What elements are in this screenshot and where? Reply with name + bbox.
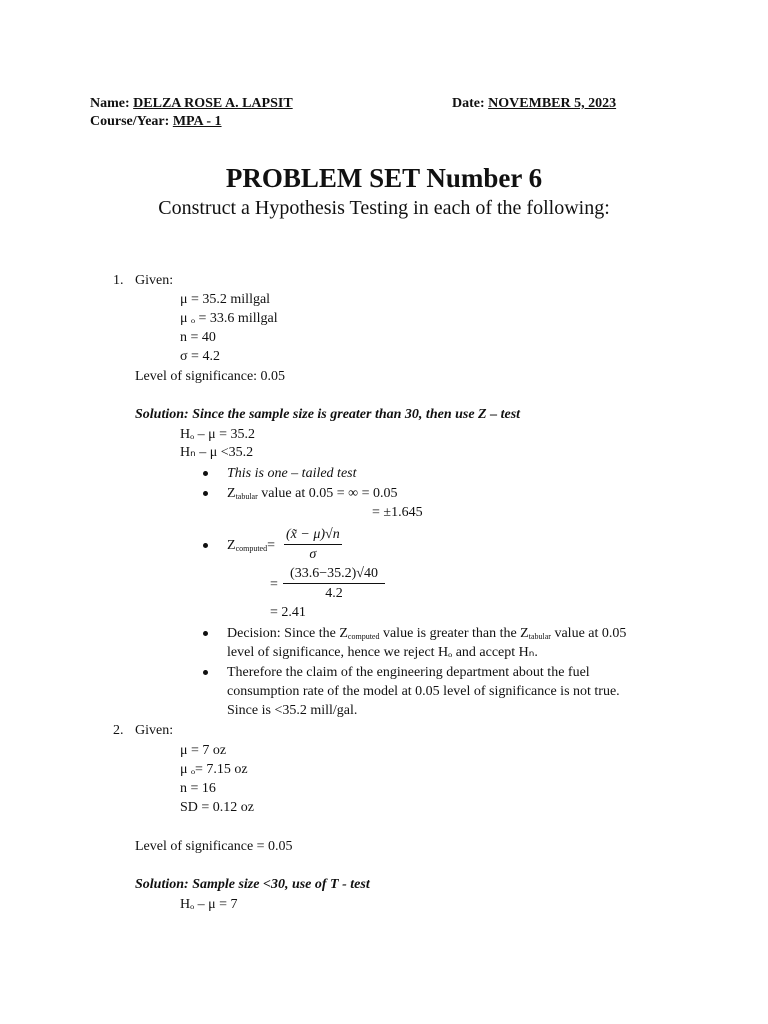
problem1-given-mu0: μ ₒ = 33.6 millgal <box>180 311 278 326</box>
name-label: Name: <box>90 96 130 111</box>
course-value: MPA - 1 <box>172 114 222 129</box>
course-label: Course/Year: <box>90 114 170 129</box>
bullet-icon <box>203 491 208 496</box>
problem2-given-mu: μ = 7 oz <box>180 743 227 758</box>
problem1-substitution-fraction <box>283 564 385 603</box>
problem2-number: 2. <box>113 723 124 738</box>
bullet-icon <box>203 471 208 476</box>
name-value: DELZA ROSE A. LAPSIT <box>133 96 293 111</box>
substitution-denominator: 4.2 <box>325 586 343 601</box>
problem2-solution: Solution: Sample size <30, use of T - test <box>135 877 370 892</box>
problem1-bullet-tailed: This is one – tailed test <box>227 466 357 481</box>
formula-numerator: (x̃ − μ)√n <box>284 525 342 545</box>
problem2-level: Level of significance = 0.05 <box>135 839 293 854</box>
problem1-number: 1. <box>113 273 124 288</box>
problem1-given-n: n = 40 <box>180 330 216 345</box>
problem1-decision-line2: level of significance, hence we reject Hₒ and accept Hₙ. <box>227 645 538 660</box>
page-subtitle: Construct a Hypothesis Testing in each of the following: <box>158 197 610 219</box>
problem1-given-mu: μ = 35.2 millgal <box>180 292 271 307</box>
bullet-icon <box>203 543 208 548</box>
problem1-given-sigma: σ = 4.2 <box>180 349 220 364</box>
problem1-therefore-2: consumption rate of the model at 0.05 level of significance is not true. <box>227 684 620 699</box>
formula-denominator: σ <box>309 547 317 562</box>
name-line <box>90 94 293 113</box>
problem1-z-computed-label: $Z_{computed}=$ <box>227 538 276 553</box>
date-value: NOVEMBER 5, 2023 <box>488 96 617 111</box>
substitution-numerator: (33.6−35.2)√40 <box>283 564 385 584</box>
problem1-hn: Hₙ – μ <35.2 <box>180 445 254 460</box>
problem1-formula-fraction <box>284 525 342 564</box>
problem1-result: = 2.41 <box>270 605 306 620</box>
problem1-level: Level of significance: 0.05 <box>135 369 286 384</box>
problem2-given-sd: SD = 0.12 oz <box>180 800 255 815</box>
bullet-icon <box>203 670 208 675</box>
bullet-icon <box>203 631 208 636</box>
problem1-decision: Decision: Since the $Z_{computed}$ value is greater than the $Z_{tabular}$ value at 0.05 <box>227 626 627 641</box>
problem1-z-tabular-result: = ±1.645 <box>372 505 423 520</box>
date-line <box>452 94 616 113</box>
problem1-therefore-1: Therefore the claim of the engineering department about the fuel <box>227 665 590 680</box>
page-title: PROBLEM SET Number 6 <box>225 163 543 193</box>
problem1-therefore-3: Since is <35.2 mill/gal. <box>227 703 358 718</box>
problem2-h0: Hₒ – μ = 7 <box>180 897 238 912</box>
problem1-h0: Hₒ – μ = 35.2 <box>180 427 256 442</box>
problem1-sub-eq: = <box>270 577 278 592</box>
problem1-given-label: Given: <box>135 273 174 288</box>
problem2-given-mu0: μ ₒ= 7.15 oz <box>180 762 248 777</box>
problem2-given-n: n = 16 <box>180 781 216 796</box>
date-label: Date: <box>452 96 485 111</box>
problem1-solution: Solution: Since the sample size is greater than 30, then use Z – test <box>135 407 521 422</box>
problem2-given-label: Given: <box>135 723 174 738</box>
problem1-z-tabular: $Z_{tabular}$ value at 0.05 = ∞ = 0.05 <box>227 486 398 501</box>
course-line <box>90 112 222 131</box>
